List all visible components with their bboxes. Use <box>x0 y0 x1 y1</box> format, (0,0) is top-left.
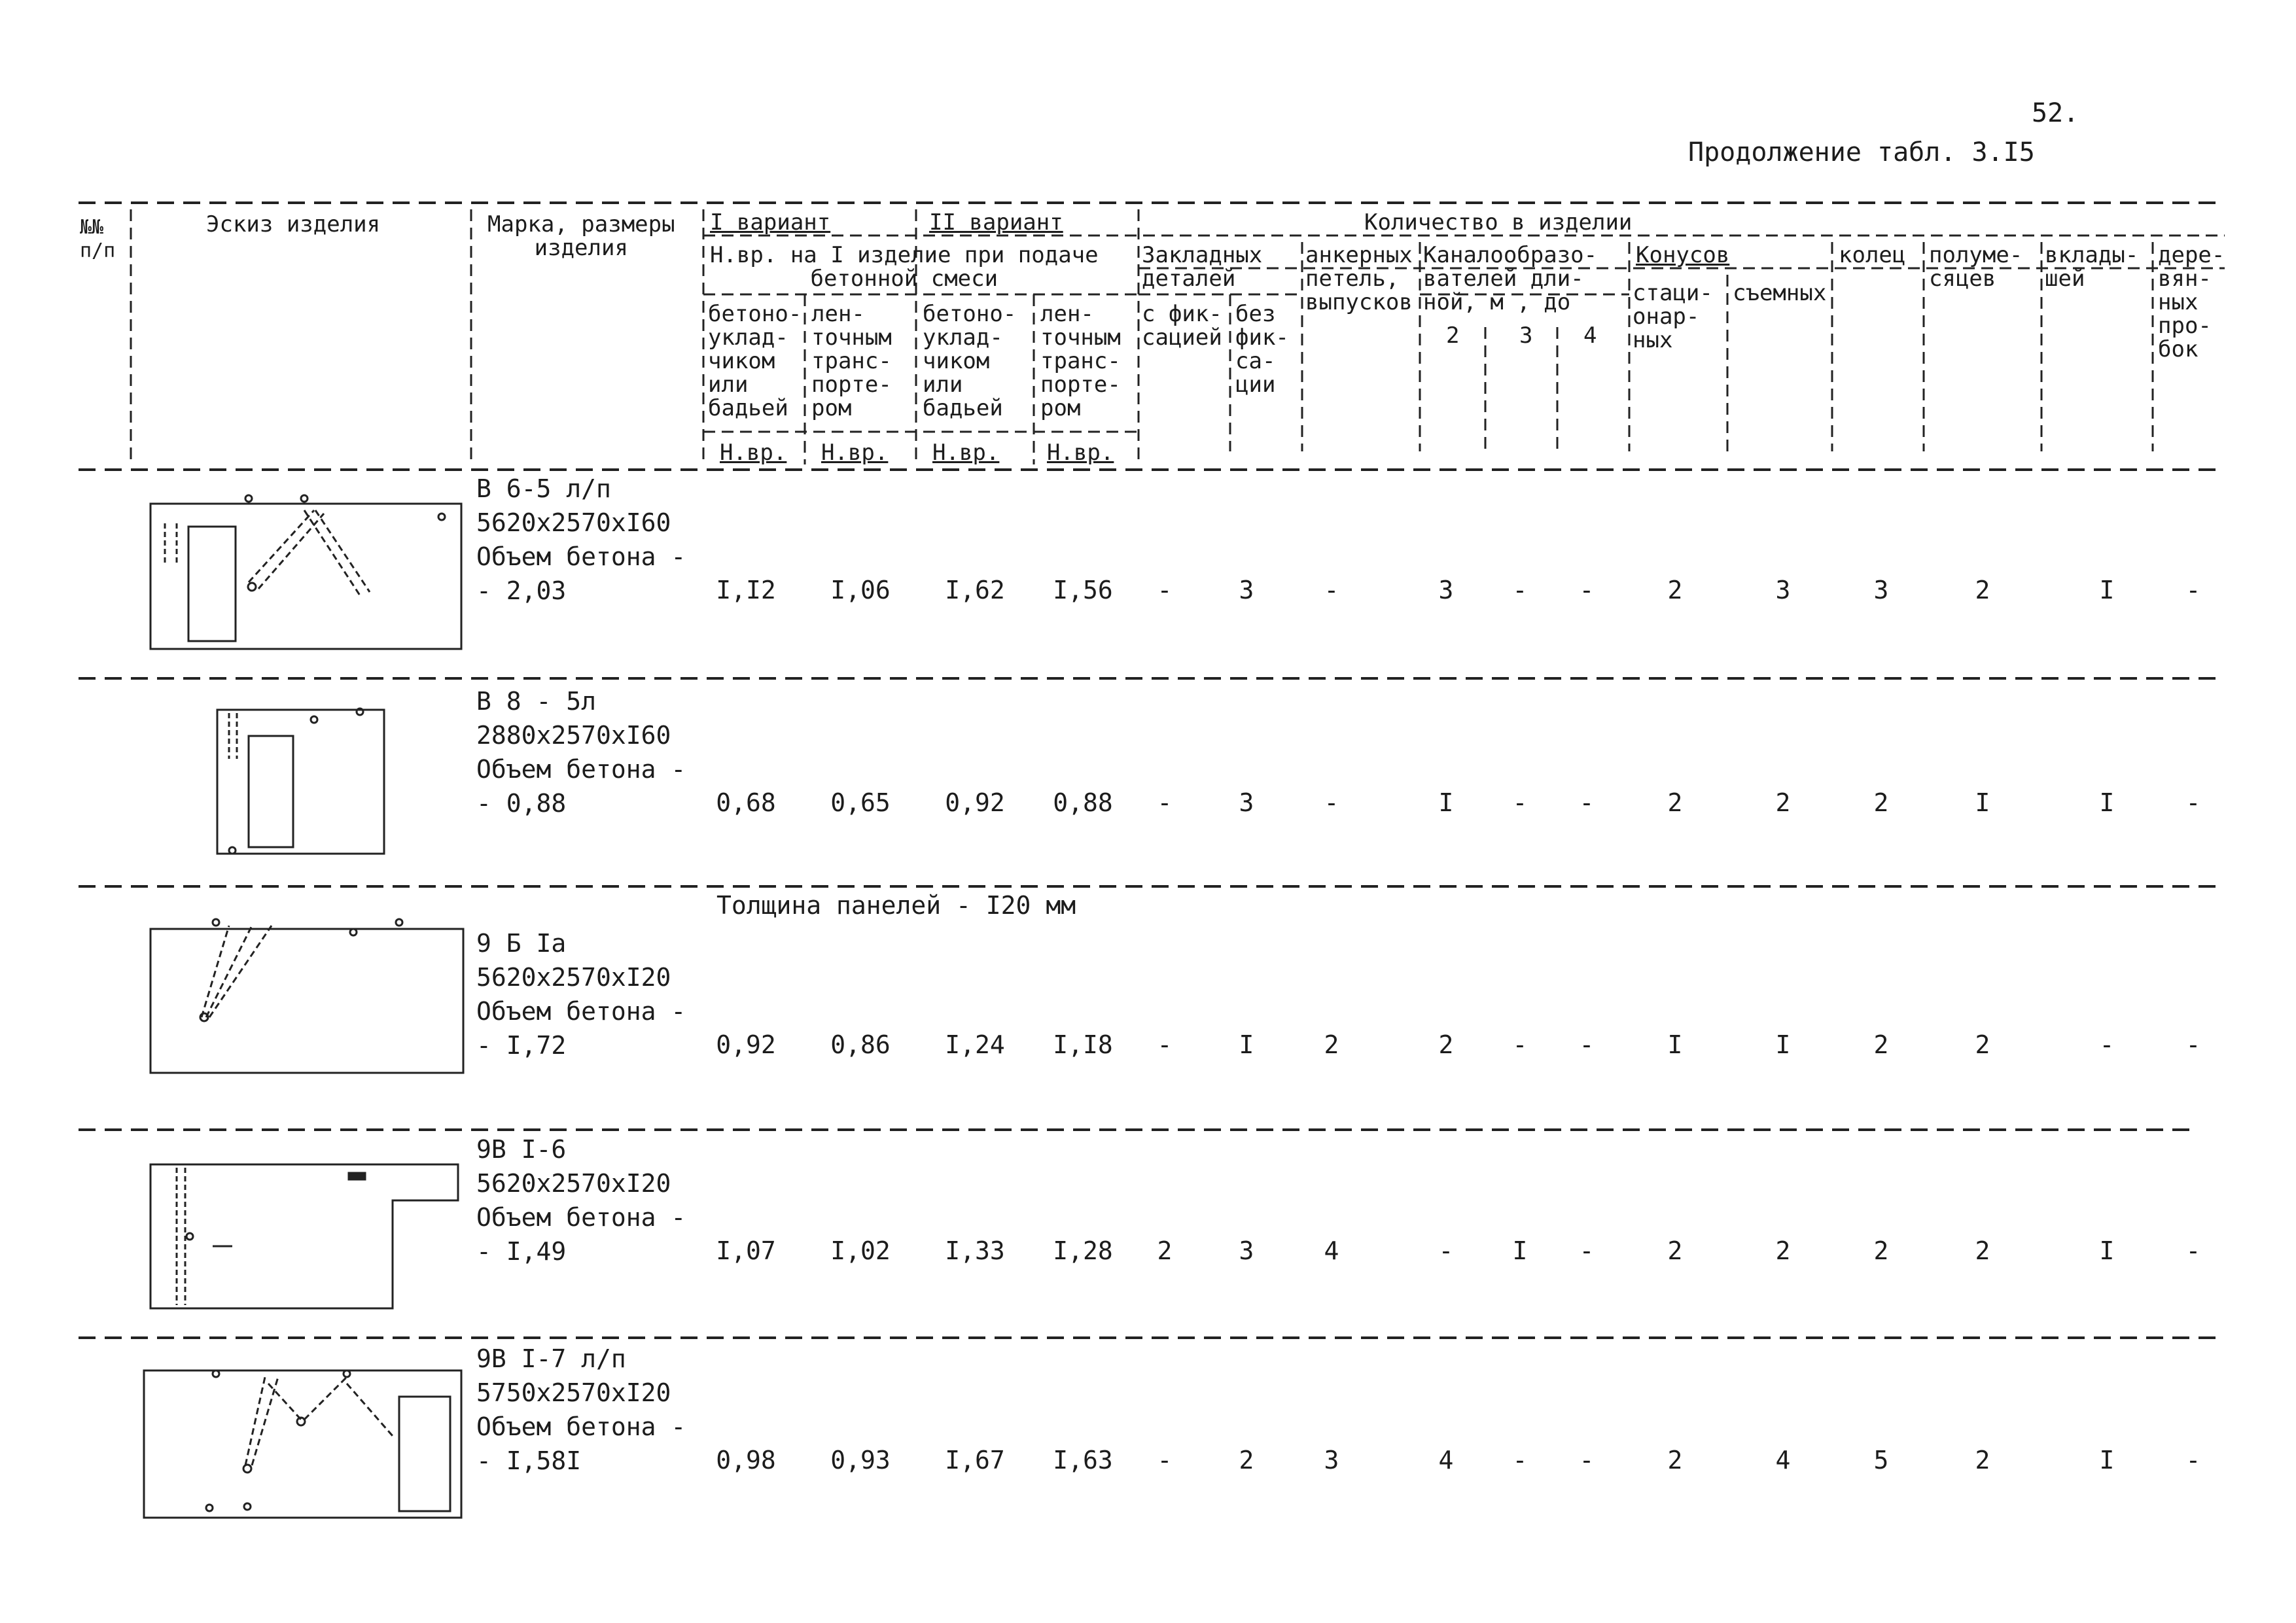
row-mark-line: - I,58I <box>476 1446 582 1475</box>
row-mark-line: В 8 - 5л <box>476 687 597 716</box>
panel-sketch-1 <box>144 484 471 661</box>
row-value: - <box>1157 788 1173 817</box>
row-value: - <box>2185 1030 2201 1059</box>
header-unit-1: Н.вр. <box>720 440 787 466</box>
row-value: - <box>1157 576 1173 604</box>
header-unit-4: Н.вр. <box>1047 440 1114 466</box>
row-value: 3 <box>1239 576 1254 604</box>
row-mark-line: 5750х2570хI20 <box>476 1378 671 1407</box>
row-value: - <box>2185 576 2201 604</box>
header-v2a: бетоно- уклад- чиком или бадьей <box>923 301 1017 421</box>
row-value: 3 <box>1324 1446 1339 1475</box>
row-value: I,06 <box>830 576 891 604</box>
header-kolec: колец <box>1839 242 1906 268</box>
row-value: 2 <box>1873 1236 1889 1265</box>
row-value: 2 <box>1667 1236 1683 1265</box>
header-nvr: Н.вр. на I изделие при подаче бетонной смеси <box>710 242 1099 292</box>
row-mark-line: - 0,88 <box>476 789 567 818</box>
row-value: 0,93 <box>830 1446 891 1475</box>
header-variant2: II вариант <box>929 209 1063 236</box>
header-zakl-b: без фик- са- ции <box>1235 301 1289 398</box>
header-unit-3: Н.вр. <box>932 440 1000 466</box>
header-mark: Марка, размеры изделия <box>487 211 675 261</box>
row-value: - <box>1512 1446 1528 1475</box>
row-value: 2 <box>1975 1446 1990 1475</box>
row-value: I,62 <box>945 576 1005 604</box>
row-value: I,33 <box>945 1236 1005 1265</box>
row-mark-line: - 2,03 <box>476 576 567 605</box>
row-value: - <box>1512 576 1528 604</box>
header-zakl-a: с фик- сацией <box>1142 301 1222 351</box>
row-value: 0,88 <box>1053 788 1113 817</box>
row-value: - <box>1579 1030 1595 1059</box>
row-value: 2 <box>1438 1030 1454 1059</box>
row-value: I,07 <box>716 1236 776 1265</box>
header-kanal-3: 3 <box>1519 323 1533 349</box>
row-mark-line: Объем бетона - <box>476 755 686 784</box>
row-value: I,I8 <box>1053 1030 1113 1059</box>
row-value: 4 <box>1324 1236 1339 1265</box>
row-value: 2 <box>1975 1030 1990 1059</box>
row-value: 2 <box>1667 1446 1683 1475</box>
row-value: 2 <box>1873 1030 1889 1059</box>
row-value: I <box>2099 788 2115 817</box>
panel-sketch-2 <box>209 700 393 864</box>
row-value: 0,92 <box>716 1030 776 1059</box>
row-value: 3 <box>1239 1236 1254 1265</box>
header-zakl: Закладных деталей <box>1142 242 1263 292</box>
row-value: I <box>1667 1030 1683 1059</box>
row-value: 0,92 <box>945 788 1005 817</box>
row-mark-line: 5620х2570хI20 <box>476 963 671 992</box>
header-konus-b: съемных <box>1733 280 1827 306</box>
row-value: - <box>1579 1446 1595 1475</box>
row-value: I <box>1975 788 1990 817</box>
row-value: I,I2 <box>716 576 776 604</box>
table-caption: Продолжение табл. 3.I5 <box>1688 137 2035 167</box>
row-mark-line: - I,49 <box>476 1237 567 1266</box>
header-vklad: вклады- шей <box>2045 242 2139 292</box>
header-unit-2: Н.вр. <box>821 440 889 466</box>
header-v2b: лен- точным транс- порте- ром <box>1040 301 1121 421</box>
row-value: 0,65 <box>830 788 891 817</box>
row-value: - <box>2185 1236 2201 1265</box>
row-value: I <box>2099 576 2115 604</box>
row-value: - <box>1157 1030 1173 1059</box>
row-mark-line: Объем бетона - <box>476 1412 686 1441</box>
row-mark-line: В 6-5 л/п <box>476 474 611 503</box>
row-value: - <box>1324 788 1339 817</box>
row-mark-line: 9 Б Iа <box>476 929 567 958</box>
header-kanal: Каналообразо- вателей дли- ной, м , до <box>1423 242 1598 315</box>
row-value: - <box>1157 1446 1173 1475</box>
row-value: I,28 <box>1053 1236 1113 1265</box>
header-derev: дере- вян- ных про- бок <box>2158 242 2225 362</box>
row-value: - <box>1324 576 1339 604</box>
row-value: 2 <box>1975 576 1990 604</box>
header-polum: полуме- сяцев <box>1929 242 2023 292</box>
row-value: I,02 <box>830 1236 891 1265</box>
row-value: I,56 <box>1053 576 1113 604</box>
row-value: 0,68 <box>716 788 776 817</box>
row-value: 3 <box>1873 576 1889 604</box>
row-mark-line: 5620х2570хI60 <box>476 508 671 537</box>
row-value: - <box>1579 576 1595 604</box>
panel-sketch-4 <box>141 1151 468 1315</box>
row-value: I <box>1438 788 1454 817</box>
row-value: 0,98 <box>716 1446 776 1475</box>
row-value: 3 <box>1239 788 1254 817</box>
row-value: 2 <box>1667 788 1683 817</box>
row-value: 4 <box>1438 1446 1454 1475</box>
row-value: 2 <box>1873 788 1889 817</box>
row-value: 2 <box>1975 1236 1990 1265</box>
row-value: 2 <box>1775 1236 1791 1265</box>
header-ank: анкерных петель, выпусков <box>1305 242 1413 315</box>
row-value: - <box>2185 788 2201 817</box>
row-mark-line: Объем бетона - <box>476 542 686 571</box>
row-value: 3 <box>1775 576 1791 604</box>
row-value: 5 <box>1873 1446 1889 1475</box>
row-value: 2 <box>1324 1030 1339 1059</box>
row-value: 0,86 <box>830 1030 891 1059</box>
row-value: - <box>1438 1236 1454 1265</box>
panel-sketch-3 <box>144 909 471 1079</box>
row-mark-line: 5620х2570хI20 <box>476 1169 671 1198</box>
header-qty: Количество в изделии <box>1364 209 1633 236</box>
row-value: - <box>1579 1236 1595 1265</box>
row-value: - <box>1579 788 1595 817</box>
row-value: 2 <box>1157 1236 1173 1265</box>
row-value: I,24 <box>945 1030 1005 1059</box>
header-kanal-4: 4 <box>1583 323 1597 349</box>
row-value: I <box>1512 1236 1528 1265</box>
row-value: 3 <box>1438 576 1454 604</box>
row-value: I,63 <box>1053 1446 1113 1475</box>
header-variant1: I вариант <box>710 209 831 236</box>
row-value: - <box>2099 1030 2115 1059</box>
row-value: - <box>1512 1030 1528 1059</box>
row-mark-line: - I,72 <box>476 1031 567 1060</box>
row-value: I,67 <box>945 1446 1005 1475</box>
row-mark-line: 9В I-6 <box>476 1135 567 1164</box>
header-kanal-2: 2 <box>1446 323 1460 349</box>
panel-sketch-5 <box>137 1357 465 1527</box>
row-value: I <box>2099 1236 2115 1265</box>
row-value: 2 <box>1775 788 1791 817</box>
row-value: 2 <box>1239 1446 1254 1475</box>
row-mark-line: 2880х2570хI60 <box>476 721 671 750</box>
row-value: I <box>1775 1030 1791 1059</box>
row-value: I <box>1239 1030 1254 1059</box>
page-number: 52. <box>2032 98 2079 128</box>
row-value: - <box>1512 788 1528 817</box>
row-value: 2 <box>1667 576 1683 604</box>
row-mark-line: Объем бетона - <box>476 997 686 1026</box>
header-v1b: лен- точным транс- порте- ром <box>811 301 892 421</box>
row-value: 4 <box>1775 1446 1791 1475</box>
header-konus-a: стаци- онар- ных <box>1633 280 1713 353</box>
header-sketch: Эскиз изделия <box>206 211 381 237</box>
row-mark-line: 9В I-7 л/п <box>476 1344 626 1373</box>
row-mark-line: Объем бетона - <box>476 1203 686 1232</box>
section-note: Толщина панелей - I20 мм <box>716 891 1076 920</box>
row-value: I <box>2099 1446 2115 1475</box>
header-num: №№ п/п <box>80 216 116 262</box>
row-value: - <box>2185 1446 2201 1475</box>
header-v1a: бетоно- уклад- чиком или бадьей <box>708 301 802 421</box>
header-konus: Конусов <box>1636 242 1730 268</box>
